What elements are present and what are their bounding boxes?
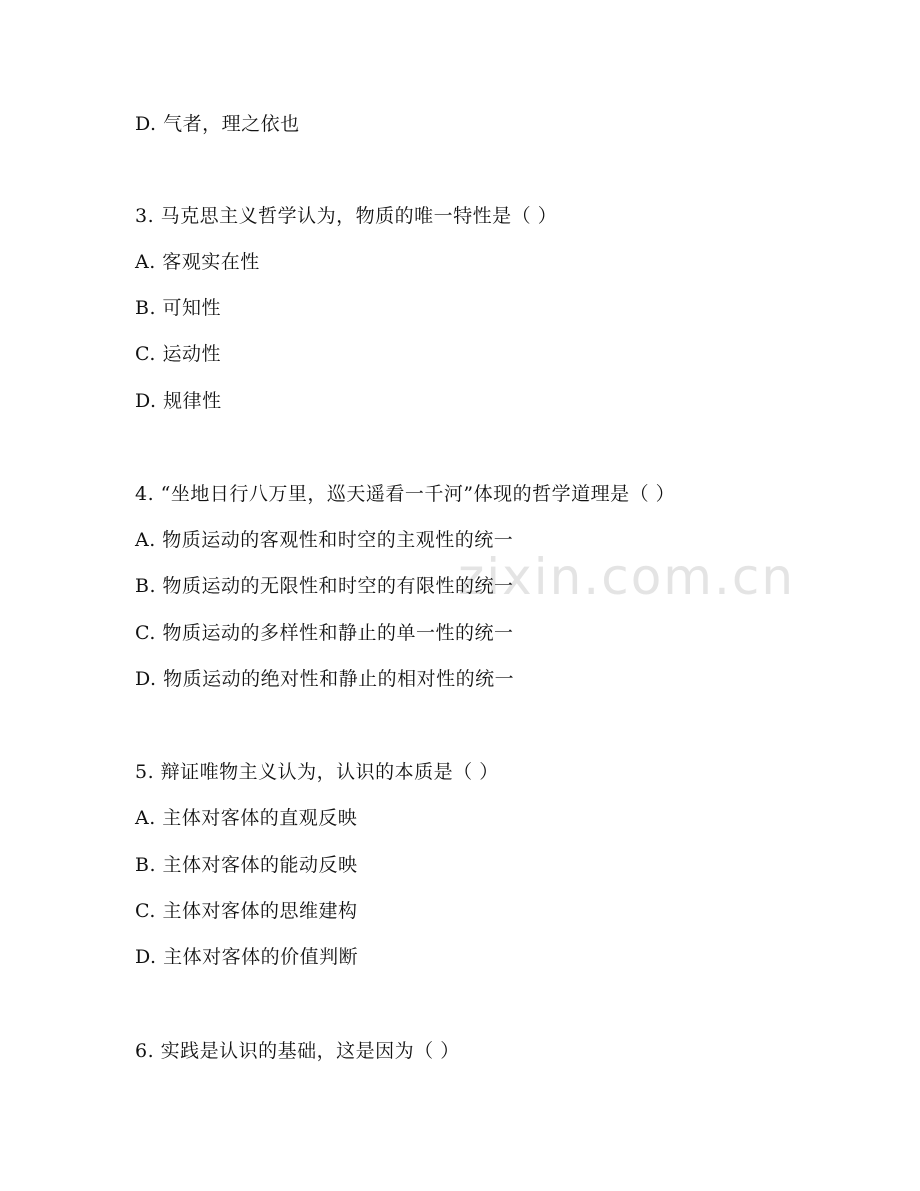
option-4c: C. 物质运动的多样性和静止的单一性的统一 [135,622,514,644]
option-4d: D. 物质运动的绝对性和静止的相对性的统一 [135,668,515,690]
option-3d: D. 规律性 [135,390,222,412]
question-3: 3. 马克思主义哲学认为，物质的唯一特性是（ ） [135,205,558,227]
option-5b: B. 主体对客体的能动反映 [135,854,358,876]
option-2d: D. 气者，理之依也 [135,113,300,135]
question-5: 5. 辩证唯物主义认为，认识的本质是（ ） [135,761,499,783]
option-3a: A. 客观实在性 [135,251,260,273]
option-3c: C. 运动性 [135,343,221,365]
option-5d: D. 主体对客体的价值判断 [135,946,359,968]
option-4a: A. 物质运动的客观性和时空的主观性的统一 [135,529,514,551]
watermark: zixin.com.cn [458,548,796,606]
option-4b: B. 物质运动的无限性和时空的有限性的统一 [135,575,514,597]
question-4: 4. “坐地日行八万里，巡天遥看一千河”体现的哲学道理是（ ） [135,483,676,505]
question-6: 6. 实践是认识的基础，这是因为（ ） [135,1040,460,1062]
option-5c: C. 主体对客体的思维建构 [135,900,358,922]
option-3b: B. 可知性 [135,297,222,319]
option-5a: A. 主体对客体的直观反映 [135,807,358,829]
